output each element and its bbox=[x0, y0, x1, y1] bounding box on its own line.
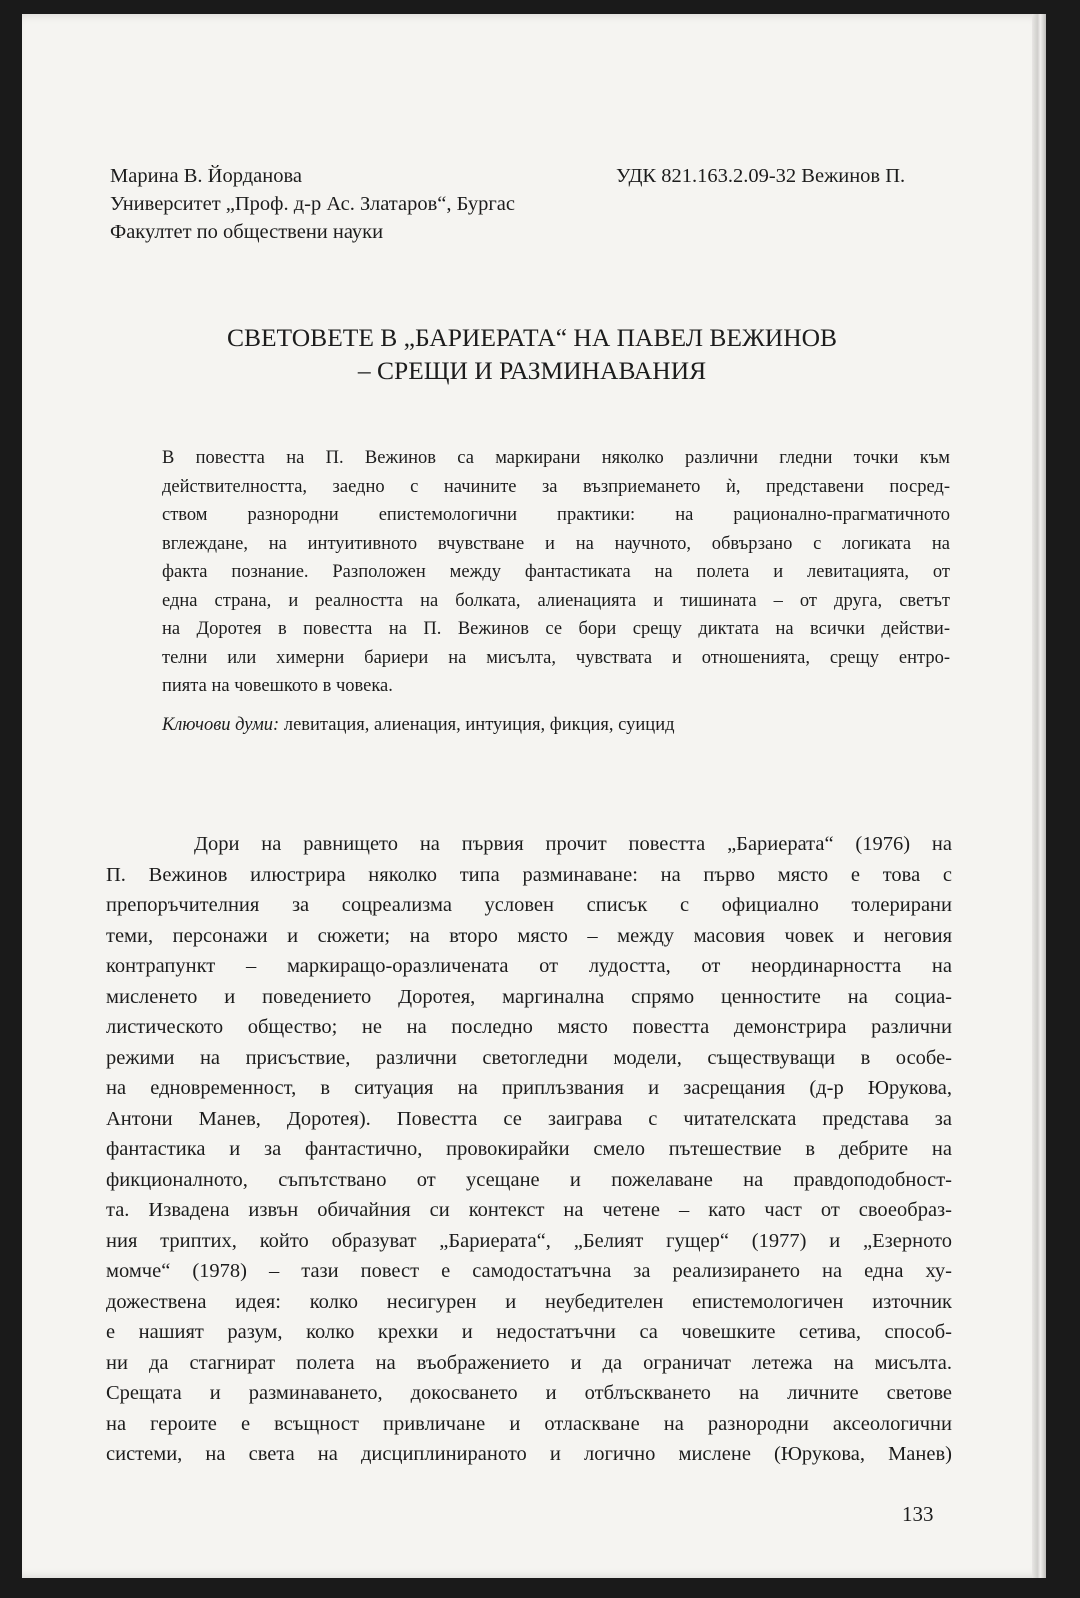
abstract-line: на Доротея в повестта на П. Вежинов се бори срещу диктата на всички действи- bbox=[162, 619, 950, 639]
author-university: Университет „Проф. д-р Ас. Златаров“, Бургас bbox=[110, 193, 515, 215]
title-line-1: СВЕТОВЕТЕ В „БАРИЕРАТА“ НА ПАВЕЛ ВЕЖИНОВ bbox=[226, 323, 838, 352]
author-name: Марина В. Йорданова bbox=[110, 165, 302, 187]
book-page bbox=[22, 14, 1046, 1578]
body-line: теми, персонажи и сюжети; на второ място – между масовия човек и неговия bbox=[106, 924, 952, 947]
body-line: мисленето и поведението Доротея, маргинална спрямо ценностите на социа- bbox=[106, 985, 952, 1008]
body-line: режими на присъствие, различни светогледни модели, съществуващи в особе- bbox=[106, 1046, 952, 1069]
abstract-line: телни или химерни бариери на мисълта, чувствата и отношенията, срещу ентро- bbox=[162, 647, 950, 668]
abstract-line: ством разнородни епистемологични практики: на рационално-прагматичното bbox=[162, 505, 950, 525]
article-title bbox=[112, 321, 952, 387]
abstract-line: факта познание. Разположен между фантастиката на полета и левитацията, от bbox=[162, 562, 950, 582]
author-block bbox=[110, 162, 515, 246]
page-number: 133 bbox=[902, 1502, 934, 1526]
page-edge bbox=[1032, 14, 1046, 1578]
body-line: дожествена идея: колко несигурен и неубедителен епистемологичен източник bbox=[106, 1290, 952, 1313]
body-line: момче“ (1978) – тази повест е самодостатъчна за реализирането на една ху- bbox=[106, 1260, 952, 1282]
body-line: П. Вежинов илюстрира няколко типа разминаване: на първо място е това с bbox=[106, 863, 952, 886]
keywords-terms: левитация, алиенация, интуиция, фикция, суицид bbox=[283, 715, 675, 735]
body-text bbox=[106, 829, 952, 1470]
body-line: Дори на равнището на първия прочит повестта „Бариерата“ (1976) на bbox=[194, 833, 952, 855]
title-line-2: – СРЕЩИ И РАЗМИНАВАНИЯ bbox=[357, 356, 707, 385]
abstract-line: една страна, и реалността на болката, алиенацията и тишината – от друга, светът bbox=[162, 590, 950, 611]
abstract bbox=[162, 444, 950, 701]
body-line: контрапункт – маркиращо-оразличената от лудостта, от неординарността на bbox=[106, 955, 952, 977]
abstract-line: В повестта на П. Вежинов са маркирани няколко различни гледни точки към bbox=[162, 448, 950, 468]
abstract-line: действителността, заедно с начините за възприемането ѝ, представени посред- bbox=[162, 476, 950, 497]
abstract-line: пията на човешкото в човека. bbox=[162, 676, 393, 696]
body-line: та. Извадена извън обичайния си контекст на четене – като част от своеобраз- bbox=[106, 1199, 952, 1221]
udk-code: УДК 821.163.2.09-32 Вежинов П. bbox=[616, 165, 906, 187]
body-line: Срещата и разминаването, докосването и отблъскването на личните светове bbox=[106, 1382, 952, 1404]
body-line: фикционалното, съпътствано от усещане и пожелаване на правдоподобност- bbox=[106, 1168, 952, 1191]
author-faculty: Факултет по обществени науки bbox=[110, 221, 384, 243]
body-line: е нашият разум, колко крехки и недостатъчни са човешките сетива, способ- bbox=[106, 1321, 952, 1343]
body-line: системи, на света на дисциплинираното и логично мислене (Юрукова, Манев) bbox=[106, 1443, 952, 1465]
body-line: ния триптих, който образуват „Бариерата“, „Белият гущер“ (1977) и „Езерното bbox=[106, 1229, 952, 1252]
body-line: фантастика и за фантастично, провокирайки смело пътешествие в дебрите на bbox=[106, 1138, 952, 1160]
body-line: препоръчителния за соцреализма условен списък с официално толерирани bbox=[106, 894, 952, 916]
body-line: на едновременност, в ситуация на приплъзвания и засрещания (д-р Юрукова, bbox=[106, 1077, 952, 1099]
keywords bbox=[162, 711, 675, 739]
body-line: Антони Манев, Доротея). Повестта се заиграва с читателската представа за bbox=[106, 1107, 952, 1130]
keywords-label: Ключови думи: bbox=[162, 715, 280, 735]
body-line: листическото общество; не на последно място повестта демонстрира различни bbox=[106, 1016, 952, 1038]
body-line: ни да стагнират полета на въображението и да ограничат летежа на мисълта. bbox=[106, 1351, 952, 1374]
body-line: на героите е всъщност привличане и отласкване на разнородни аксеологични bbox=[106, 1412, 952, 1435]
abstract-line: вглеждане, на интуитивното вчувстване и на научното, обвързано с логиката на bbox=[162, 533, 950, 554]
